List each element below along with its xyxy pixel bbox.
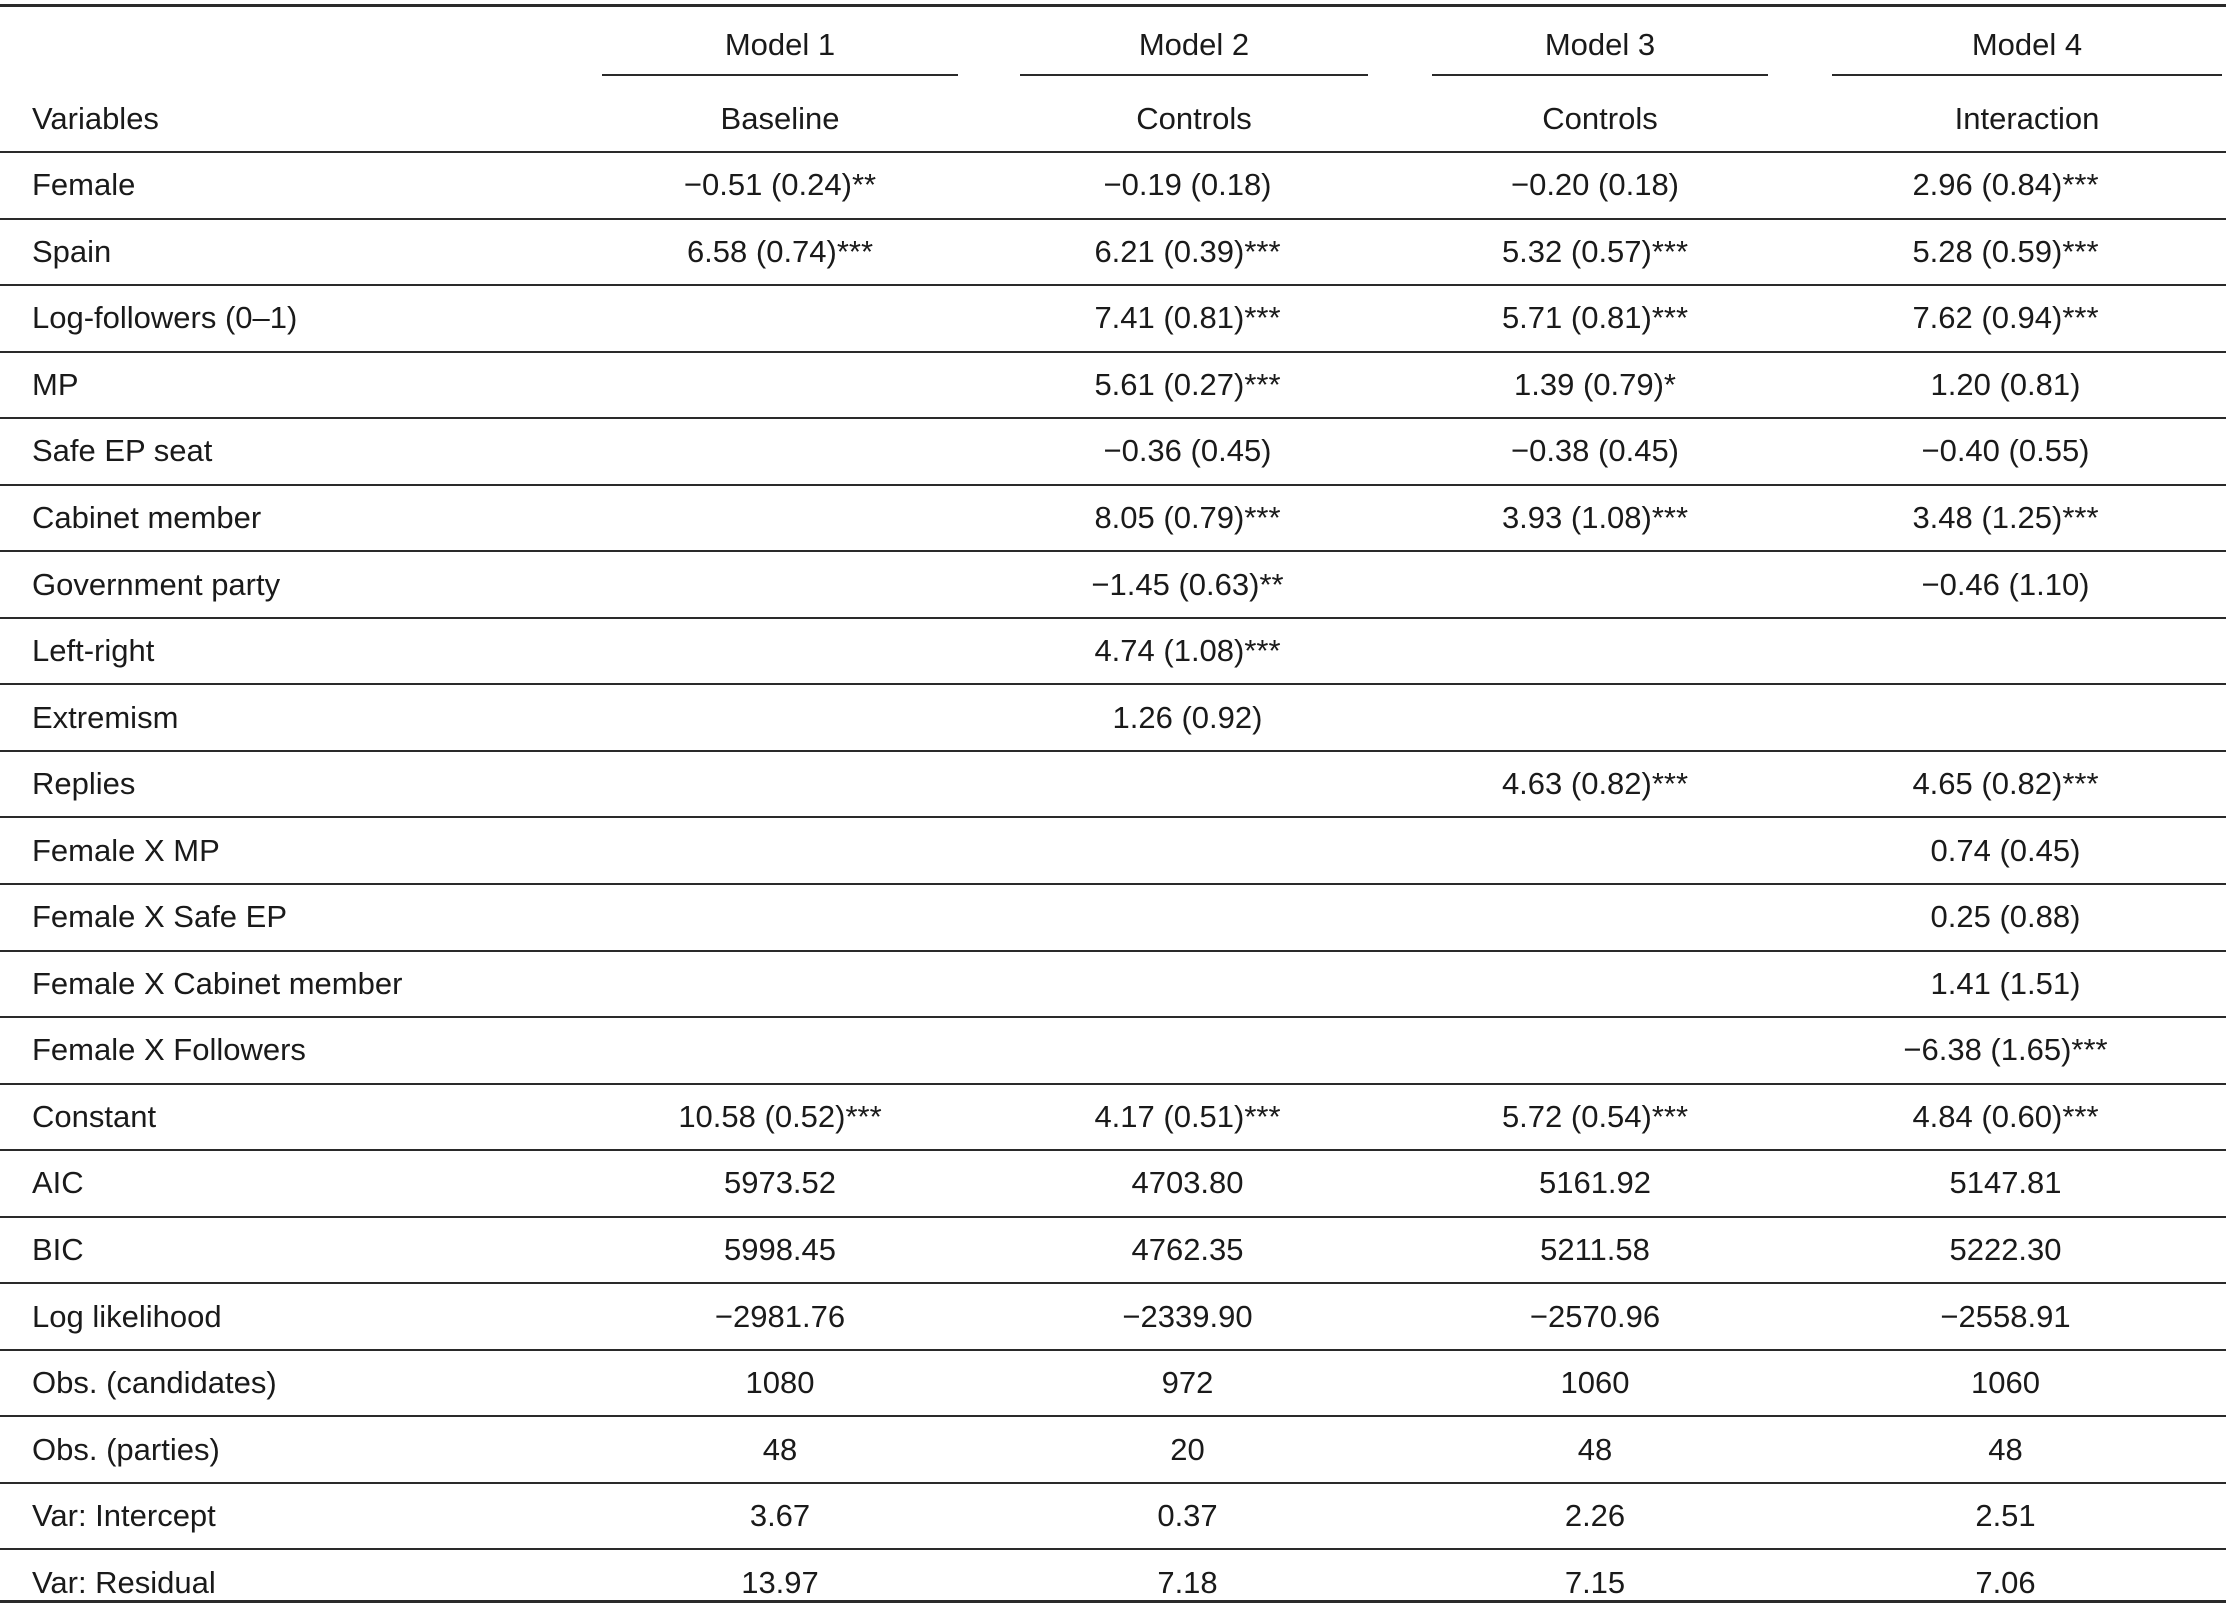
cell-model-3 bbox=[1405, 684, 1785, 751]
cell-model-3: 3.93 (1.08)*** bbox=[1405, 485, 1785, 552]
cell-model-3 bbox=[1405, 1017, 1785, 1084]
cell-model-2: 20 bbox=[970, 1416, 1405, 1483]
cell-model-4: 0.74 (0.45) bbox=[1785, 817, 2226, 884]
row-label: Log likelihood bbox=[0, 1283, 590, 1350]
cell-model-1: 5998.45 bbox=[590, 1217, 970, 1284]
table-bottom-rule bbox=[0, 1600, 2226, 1603]
cell-model-2: −2339.90 bbox=[970, 1283, 1405, 1350]
row-label: Female X Safe EP bbox=[0, 884, 590, 951]
model-2-spec: Controls bbox=[1136, 101, 1252, 136]
cell-model-1 bbox=[590, 751, 970, 818]
row-label: Log-followers (0–1) bbox=[0, 285, 590, 352]
row-label: Government party bbox=[0, 551, 590, 618]
table-row bbox=[0, 1017, 2226, 1084]
table-row bbox=[0, 1350, 2226, 1417]
cell-model-1: 10.58 (0.52)*** bbox=[590, 1084, 970, 1151]
row-label: Extremism bbox=[0, 684, 590, 751]
cell-model-2: 4762.35 bbox=[970, 1217, 1405, 1284]
cell-model-1 bbox=[590, 551, 970, 618]
cell-model-1: −2981.76 bbox=[590, 1283, 970, 1350]
cell-model-1: 48 bbox=[590, 1416, 970, 1483]
row-label: Cabinet member bbox=[0, 485, 590, 552]
table-row bbox=[0, 951, 2226, 1018]
cell-model-1 bbox=[590, 485, 970, 552]
cell-model-3: 48 bbox=[1405, 1416, 1785, 1483]
row-label: Replies bbox=[0, 751, 590, 818]
table-row bbox=[0, 153, 2226, 219]
row-label: Var: Intercept bbox=[0, 1483, 590, 1550]
cell-model-4: 4.84 (0.60)*** bbox=[1785, 1084, 2226, 1151]
cell-model-3 bbox=[1405, 551, 1785, 618]
model-4-spec: Interaction bbox=[1954, 101, 2100, 136]
cell-model-1: 13.97 bbox=[741, 1564, 819, 1600]
cell-model-4: 2.51 bbox=[1785, 1483, 2226, 1550]
row-label: Female X Cabinet member bbox=[0, 951, 590, 1018]
model-4-header: Model 4 bbox=[1832, 20, 2222, 76]
table-row bbox=[0, 1150, 2226, 1217]
row-label: MP bbox=[0, 352, 590, 419]
cell-model-2 bbox=[970, 951, 1405, 1018]
row-label: Female X MP bbox=[0, 817, 590, 884]
table-row bbox=[0, 551, 2226, 618]
table-row bbox=[0, 1549, 2226, 1615]
cell-model-2: 7.18 bbox=[1157, 1564, 1218, 1600]
cell-model-4: 5.28 (0.59)*** bbox=[1785, 219, 2226, 286]
table-row bbox=[0, 418, 2226, 485]
row-label: Spain bbox=[0, 219, 590, 286]
cell-model-4: 48 bbox=[1785, 1416, 2226, 1483]
cell-model-4: 7.62 (0.94)*** bbox=[1785, 285, 2226, 352]
cell-model-3: 1.39 (0.79)* bbox=[1405, 352, 1785, 419]
cell-model-1 bbox=[590, 618, 970, 685]
model-1-spec: Baseline bbox=[720, 101, 840, 136]
cell-model-3 bbox=[1405, 884, 1785, 951]
cell-model-4: 5147.81 bbox=[1785, 1150, 2226, 1217]
model-2-header: Model 2 bbox=[1020, 20, 1368, 76]
cell-model-1: 5973.52 bbox=[590, 1150, 970, 1217]
row-label: BIC bbox=[0, 1217, 590, 1284]
cell-model-4: −0.46 (1.10) bbox=[1785, 551, 2226, 618]
cell-model-2: 8.05 (0.79)*** bbox=[970, 485, 1405, 552]
cell-model-4 bbox=[1785, 618, 2226, 685]
cell-model-2: 7.41 (0.81)*** bbox=[970, 285, 1405, 352]
row-label: Obs. (candidates) bbox=[0, 1350, 590, 1417]
cell-model-4 bbox=[1785, 684, 2226, 751]
row-label: Constant bbox=[0, 1084, 590, 1151]
cell-model-4: 0.25 (0.88) bbox=[1785, 884, 2226, 951]
cell-model-3: 5.32 (0.57)*** bbox=[1405, 219, 1785, 286]
cell-model-2: 972 bbox=[970, 1350, 1405, 1417]
cell-model-4: 3.48 (1.25)*** bbox=[1785, 485, 2226, 552]
cell-model-2: −1.45 (0.63)** bbox=[970, 551, 1405, 618]
table-row bbox=[0, 618, 2226, 685]
cell-model-2: −0.19 (0.18) bbox=[970, 153, 1405, 219]
cell-model-3 bbox=[1405, 817, 1785, 884]
cell-model-2 bbox=[970, 817, 1405, 884]
model-1-header: Model 1 bbox=[602, 20, 958, 76]
cell-model-1 bbox=[590, 884, 970, 951]
cell-model-2: 4703.80 bbox=[970, 1150, 1405, 1217]
cell-model-2: 5.61 (0.27)*** bbox=[970, 352, 1405, 419]
cell-model-4: −0.40 (0.55) bbox=[1785, 418, 2226, 485]
cell-model-2 bbox=[970, 884, 1405, 951]
cell-model-3 bbox=[1405, 951, 1785, 1018]
cell-model-3 bbox=[1405, 618, 1785, 685]
cell-model-2 bbox=[970, 1017, 1405, 1084]
cell-model-1: 1080 bbox=[590, 1350, 970, 1417]
coefficients-table bbox=[0, 153, 2226, 1615]
table-row bbox=[0, 1283, 2226, 1350]
cell-model-4: 1.20 (0.81) bbox=[1785, 352, 2226, 419]
cell-model-1 bbox=[590, 418, 970, 485]
table-row bbox=[0, 219, 2226, 286]
table-row bbox=[0, 817, 2226, 884]
table-row bbox=[0, 352, 2226, 419]
cell-model-2: 1.26 (0.92) bbox=[970, 684, 1405, 751]
cell-model-1 bbox=[590, 285, 970, 352]
table-row bbox=[0, 684, 2226, 751]
cell-model-2: 0.37 bbox=[970, 1483, 1405, 1550]
cell-model-3: 5161.92 bbox=[1405, 1150, 1785, 1217]
table-row bbox=[0, 285, 2226, 352]
cell-model-2: 4.74 (1.08)*** bbox=[970, 618, 1405, 685]
cell-model-4: 1.41 (1.51) bbox=[1785, 951, 2226, 1018]
cell-model-4: −2558.91 bbox=[1785, 1283, 2226, 1350]
cell-model-4: 2.96 (0.84)*** bbox=[1785, 153, 2226, 219]
cell-model-4: 4.65 (0.82)*** bbox=[1785, 751, 2226, 818]
table-row bbox=[0, 1416, 2226, 1483]
cell-model-3: 2.26 bbox=[1405, 1483, 1785, 1550]
row-label: Var: Residual bbox=[32, 1564, 216, 1600]
cell-model-3: −2570.96 bbox=[1405, 1283, 1785, 1350]
cell-model-2: −0.36 (0.45) bbox=[970, 418, 1405, 485]
cell-model-4: −6.38 (1.65)*** bbox=[1785, 1017, 2226, 1084]
cell-model-1: 3.67 bbox=[590, 1483, 970, 1550]
table-row bbox=[0, 751, 2226, 818]
cell-model-1 bbox=[590, 352, 970, 419]
cell-model-1 bbox=[590, 684, 970, 751]
row-label: Obs. (parties) bbox=[0, 1416, 590, 1483]
cell-model-2 bbox=[970, 751, 1405, 818]
cell-model-1 bbox=[590, 1017, 970, 1084]
cell-model-3: 4.63 (0.82)*** bbox=[1405, 751, 1785, 818]
variables-header: Variables bbox=[32, 101, 159, 136]
row-label: AIC bbox=[0, 1150, 590, 1217]
cell-model-3: 5.71 (0.81)*** bbox=[1405, 285, 1785, 352]
cell-model-4: 5222.30 bbox=[1785, 1217, 2226, 1284]
cell-model-3: 5211.58 bbox=[1405, 1217, 1785, 1284]
cell-model-3: 1060 bbox=[1405, 1350, 1785, 1417]
cell-model-2: 4.17 (0.51)*** bbox=[970, 1084, 1405, 1151]
table-row bbox=[0, 1084, 2226, 1151]
cell-model-4: 7.06 bbox=[1975, 1564, 2036, 1600]
table-top-rule bbox=[0, 4, 2226, 7]
cell-model-1: −0.51 (0.24)** bbox=[590, 153, 970, 219]
table-row bbox=[0, 485, 2226, 552]
table-row bbox=[0, 884, 2226, 951]
row-label: Female X Followers bbox=[0, 1017, 590, 1084]
cell-model-4: 1060 bbox=[1785, 1350, 2226, 1417]
row-label: Safe EP seat bbox=[0, 418, 590, 485]
model-3-header: Model 3 bbox=[1432, 20, 1768, 76]
row-label: Left-right bbox=[0, 618, 590, 685]
cell-model-3: 5.72 (0.54)*** bbox=[1405, 1084, 1785, 1151]
cell-model-3: −0.38 (0.45) bbox=[1405, 418, 1785, 485]
cell-model-2: 6.21 (0.39)*** bbox=[970, 219, 1405, 286]
model-3-spec: Controls bbox=[1542, 101, 1658, 136]
cell-model-1 bbox=[590, 951, 970, 1018]
cell-model-1 bbox=[590, 817, 970, 884]
cell-model-3: 7.15 bbox=[1564, 1564, 1626, 1600]
row-label: Female bbox=[0, 153, 590, 219]
cell-model-1: 6.58 (0.74)*** bbox=[590, 219, 970, 286]
cell-model-3: −0.20 (0.18) bbox=[1405, 153, 1785, 219]
table-row bbox=[0, 1483, 2226, 1550]
table-row bbox=[0, 1217, 2226, 1284]
